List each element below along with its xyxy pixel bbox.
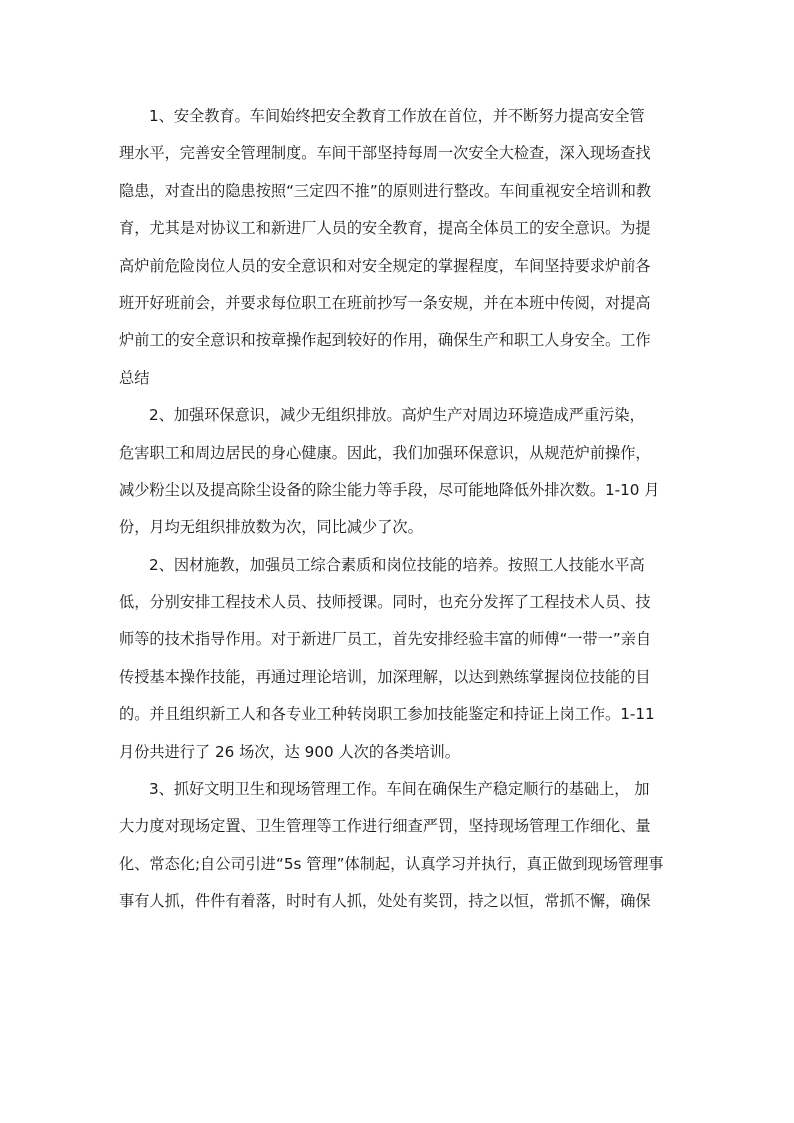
- text-line: 高炉前危险岗位人员的安全意识和对安全规定的掌握程度，车间坚持要求炉前各: [119, 256, 651, 275]
- text-line: 低，分别安排工程技术人员、技师授课。同时，也充分发挥了工程技术人员、技: [119, 593, 651, 612]
- text-line: 的。并且组织新工人和各专业工种转岗职工参加技能鉴定和持证上岗工作。1-11: [119, 705, 655, 724]
- text-line: 2、因材施教，加强员工综合素质和岗位技能的培养。按照工人技能水平高: [149, 555, 645, 574]
- paragraph-safety-education: [119, 98, 679, 397]
- text-line: 育，尤其是对协议工和新进厂人员的安全教育，提高全体员工的安全意识。为提: [119, 219, 651, 238]
- text-line: 理水平，完善安全管理制度。车间干部坚持每周一次安全大检查，深入现场查找: [119, 144, 651, 163]
- text-line: 3、抓好文明卫生和现场管理工作。车间在确保生产稳定顺行的基础上， 加: [149, 780, 650, 799]
- text-line: 2、加强环保意识，减少无组织排放。高炉生产对周边环境造成严重污染，: [149, 406, 645, 425]
- text-line: 炉前工的安全意识和按章操作起到较好的作用，确保生产和职工人身安全。工作: [119, 331, 651, 350]
- paragraph-staff-training: [119, 547, 679, 771]
- paragraph-site-management: [119, 771, 679, 921]
- text-line: 传授基本操作技能，再通过理论培训，加深理解，以达到熟练掌握岗位技能的目: [119, 667, 651, 686]
- text-line: 隐患，对查出的隐患按照“三定四不推”的原则进行整改。车间重视安全培训和教: [119, 181, 652, 200]
- text-line: 1、安全教育。车间始终把安全教育工作放在首位，并不断努力提高安全管: [149, 107, 645, 125]
- text-line: 师等的技术指导作用。对于新进厂员工，首先安排经验丰富的师傅“一带一”亲自: [119, 630, 652, 649]
- paragraph-environmental-protection: [119, 397, 679, 547]
- text-line: 份，月均无组织排放数为次，同比减少了次。: [119, 518, 423, 537]
- text-line: 大力度对现场定置、卫生管理等工作进行细查严罚，坚持现场管理工作细化、量: [119, 817, 651, 836]
- text-line: 总结: [119, 368, 150, 387]
- document-body: [119, 98, 679, 921]
- text-line: 月份共进行了 26 场次，达 900 人次的各类培训。: [119, 742, 460, 761]
- text-line: 班开好班前会，并要求每位职工在班前抄写一条安规，并在本班中传阅，对提高: [119, 293, 651, 312]
- text-line: 减少粉尘以及提高除尘设备的除尘能力等手段，尽可能地降低外排次数。1-10 月: [119, 480, 660, 499]
- text-line: 事有人抓，件件有着落，时时有人抓，处处有奖罚，持之以恒，常抓不懈，确保: [119, 892, 651, 911]
- text-line: 化、常态化;自公司引进“5s 管理”体制起，认真学习并执行，真正做到现场管理事: [119, 854, 664, 873]
- text-line: 危害职工和周边居民的身心健康。因此，我们加强环保意识，从规范炉前操作，: [119, 443, 651, 462]
